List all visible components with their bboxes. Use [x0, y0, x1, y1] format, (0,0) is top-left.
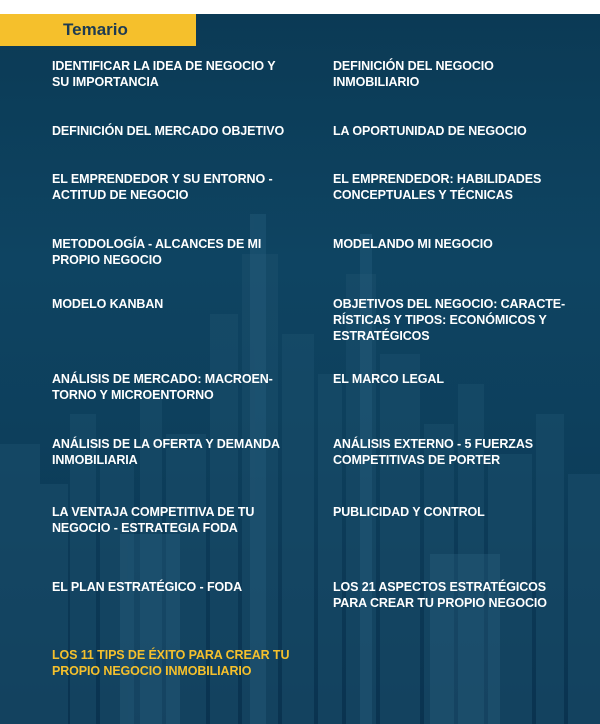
topic-item-highlight: LOS 11 TIPS DE ÉXITO PARA CREAR TU PROPIO NEGOCIO INMOBILIARIO [52, 648, 290, 678]
topic-item: LA OPORTUNIDAD DE NEGOCIO [333, 124, 527, 138]
topic-item: ANÁLISIS DE MERCADO: MACROEN-TORNO Y MICROENTORNO [52, 372, 273, 402]
topic-item: ANÁLISIS DE LA OFERTA Y DEMANDA INMOBILIARIA [52, 437, 280, 467]
section-title-tab: Temario [0, 14, 196, 46]
topic-item: IDENTIFICAR LA IDEA DE NEGOCIO Y SU IMPORTANCIA [52, 59, 276, 89]
topic-item: METODOLOGÍA - ALCANCES DE MI PROPIO NEGOCIO [52, 237, 262, 267]
topic-item: EL EMPRENDEDOR: HABILIDADES CONCEPTUALES Y TÉCNICAS [333, 172, 542, 202]
city-skyline-background [0, 14, 600, 724]
topic-item: ANÁLISIS EXTERNO - 5 FUERZAS COMPETITIVAS DE PORTER [333, 437, 533, 467]
topic-item: MODELO KANBAN [52, 297, 164, 311]
syllabus-panel [0, 14, 600, 724]
topic-item: LOS 21 ASPECTOS ESTRATÉGICOS PARA CREAR TU PROPIO NEGOCIO [333, 580, 547, 610]
topic-item: DEFINICIÓN DEL MERCADO OBJETIVO [52, 124, 285, 138]
topic-item: PUBLICIDAD Y CONTROL [333, 505, 485, 519]
topic-item: MODELANDO MI NEGOCIO [333, 237, 493, 251]
topic-item: DEFINICIÓN DEL NEGOCIO INMOBILIARIO [333, 59, 494, 89]
topic-item: LA VENTAJA COMPETITIVA DE TU NEGOCIO - ESTRATEGIA FODA [52, 505, 255, 535]
topic-item: OBJETIVOS DEL NEGOCIO: CARACTE-RÍSTICAS Y TIPOS: ECONÓMICOS Y ESTRATÉGICOS [333, 297, 566, 343]
topic-item: EL EMPRENDEDOR Y SU ENTORNO - ACTITUD DE NEGOCIO [52, 172, 273, 202]
topic-item: EL MARCO LEGAL [333, 372, 444, 386]
topic-item: EL PLAN ESTRATÉGICO - FODA [52, 580, 242, 594]
